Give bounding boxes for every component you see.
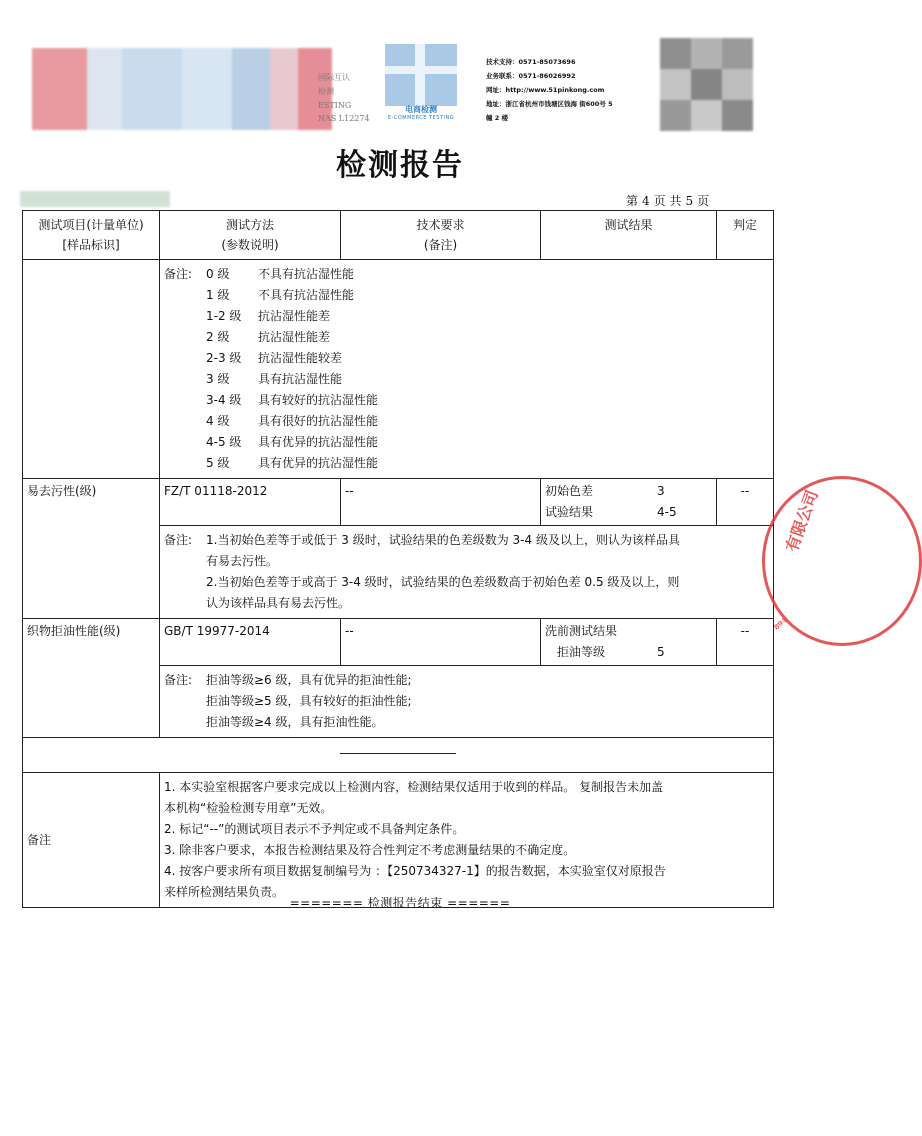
- ecommerce-logo-cn: 电商检测: [405, 105, 437, 114]
- seal-number: 894: [771, 615, 789, 632]
- judgement-oil-repellency: --: [717, 619, 774, 666]
- table-row: [23, 619, 774, 666]
- table-row: [23, 773, 774, 908]
- contact-info: [486, 55, 656, 125]
- ecommerce-logo-en: E-COMMERCE TESTING: [387, 115, 455, 121]
- business-line: 业务联系：0571-86026992: [486, 72, 576, 80]
- result-soil-release: 初始色差 3 试验结果 4-5: [541, 479, 717, 526]
- item-soil-release: 易去污性(级): [23, 479, 160, 619]
- seal-text: 有限公司: [782, 487, 822, 555]
- logo-text-fragment: ESTING: [318, 101, 352, 110]
- header-result: 测试结果: [541, 211, 717, 260]
- report-table: [22, 210, 774, 908]
- total-pages: 5: [685, 194, 694, 208]
- method-soil-release: FZ/T 01118-2012: [160, 479, 341, 526]
- header-item: 测试项目(计量单位) [样品标识]: [23, 211, 160, 260]
- header-requirement: 技术要求 (备注): [341, 211, 541, 260]
- table-row: [23, 479, 774, 526]
- report-end-mark: ======= 检测报告结束 ======: [289, 896, 511, 910]
- table-row: [23, 260, 774, 479]
- table-separator-row: [23, 738, 774, 773]
- item-oil-repellency: 织物拒油性能(级): [23, 619, 160, 738]
- logo-text-fragment: NAS L12274: [318, 114, 370, 123]
- requirement-soil-release: --: [341, 479, 541, 526]
- divider: [340, 753, 456, 754]
- ecommerce-logo-icon: [385, 44, 457, 106]
- table-header-row: [23, 211, 774, 260]
- qr-code-blurred: [660, 38, 754, 130]
- report-title: 检测报告: [336, 148, 464, 183]
- method-oil-repellency: GB/T 19977-2014: [160, 619, 341, 666]
- remarks-content: 1. 本实验室根据客户要求完成以上检测内容，检测结果仅适用于收到的样品。 复制报告未加盖 本机构“检验检测专用章”无效。 2. 标记“--”的测试项目表示不予判定或不具备判定条件。 3. 除非客户要求，本报告检测结果及符合性判定不考虑测量结果的不确定度。 4. 按客户要求所有项目数据复制编号为 ：【250734327-1】的报告数据，本实验室仅对原报告 来样所检测结果负责。: [160, 773, 774, 908]
- tech-support-line: 技术支持：0571-85073696: [486, 58, 576, 66]
- header-method: 测试方法 (参数说明): [160, 211, 341, 260]
- website-line: 网址：http://www.51pinkong.com: [486, 86, 605, 94]
- company-seal: [762, 476, 922, 646]
- result-oil-repellency: 洗前测试结果 拒油等级 5: [541, 619, 717, 666]
- current-page: 4: [642, 194, 650, 208]
- oil-repellency-note: 备注: 拒油等级≥6 级，具有优异的拒油性能; 拒油等级≥5 级，具有较好的拒油性能; 拒油等级≥4 级，具有拒油性能。: [160, 666, 774, 738]
- logo-text-fragment: 国际互认: [318, 73, 350, 82]
- ecommerce-testing-logo: [385, 44, 457, 122]
- address-line: 地址：浙江省杭州市钱塘区钱海 街600号 5: [486, 100, 613, 108]
- judgement-soil-release: --: [717, 479, 774, 526]
- remarks-label: 备注: [23, 773, 160, 908]
- report-number-blurred: [20, 191, 170, 207]
- lab-logo-blurred: [32, 48, 332, 130]
- header-judgement: 判定: [717, 211, 774, 260]
- address-line: 幢 2 楼: [486, 114, 509, 122]
- page-indicator: 第 4 页 共 5 页: [626, 194, 710, 208]
- soil-release-note: 备注: 1.当初始色差等于或低于 3 级时，试验结果的色差级数为 3-4 级及以上，则认为该样品具 有易去污性。 2.当初始色差等于或高于 3-4 级时，试验结果的色差级数高于初始色差 0.5 级及以上，则 认为该样品具有易去污性。: [160, 526, 774, 619]
- logo-text-fragment: 检测: [318, 87, 334, 96]
- requirement-oil-repellency: --: [341, 619, 541, 666]
- wetting-note: 备注: 0 级 不具有抗沾湿性能 1 级 不具有抗沾湿性能 1-2 级 抗沾湿性能差 2 级 抗沾湿性能差 2-3 级 抗沾湿性能较差 3 级 具有抗沾湿性能 3-4 级 具有较好的抗沾湿性能 4 级 具有很好的抗沾湿性能 4-5 级 具有优异的抗沾湿性能 5 级 具有优异的抗沾湿性能: [160, 260, 774, 479]
